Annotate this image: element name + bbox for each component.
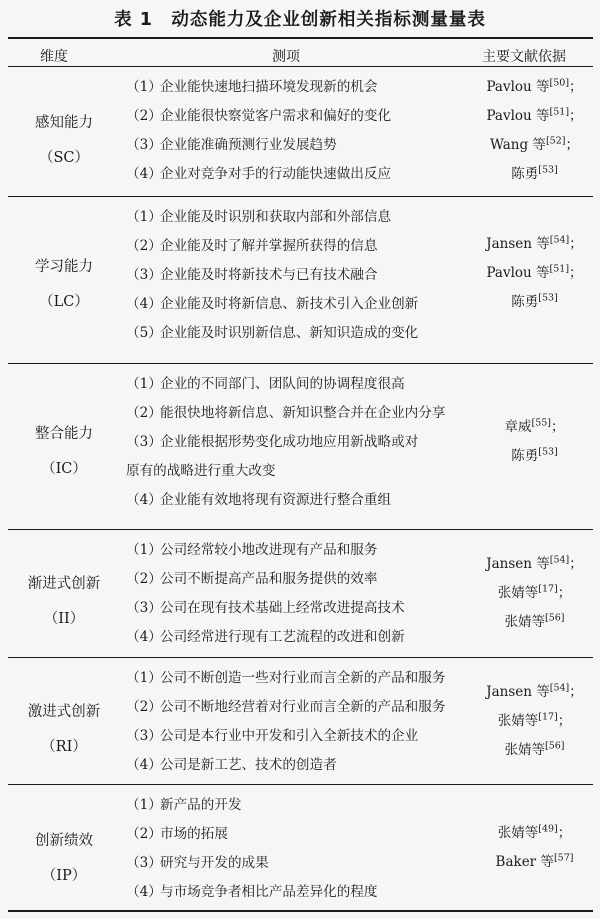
reference-author: Pavlou 等 (486, 265, 550, 281)
dimension-cell (8, 695, 120, 765)
reference (476, 230, 593, 259)
list-item (126, 693, 478, 722)
list-item (126, 261, 478, 290)
item-text: 能很快地将新信息、新知识整合并在企业内分享 (160, 405, 446, 421)
reference-author: 张婧等 (504, 614, 545, 630)
reference (476, 678, 593, 707)
item-list (126, 203, 478, 348)
reference-citation: [49] (538, 823, 558, 835)
reference-citation: [55] (531, 417, 551, 429)
list-item (126, 232, 478, 261)
item-list (126, 664, 478, 780)
item-text: 企业能根据形势变化成功地应用新战略或对 (160, 434, 419, 450)
dimension-name: 学习能力 (35, 259, 93, 275)
item-number: （4） (126, 629, 162, 645)
item-number: （4） (126, 166, 162, 182)
reference-author: Jansen 等 (486, 684, 550, 700)
item-text: 公司不断地经营着对行业而言全新的产品和服务 (160, 699, 446, 715)
dimension-name: 渐进式创新 (27, 576, 101, 592)
bottom-rule (8, 910, 593, 912)
references-cell (476, 550, 593, 637)
list-item (126, 878, 478, 907)
item-number: （2） (126, 571, 162, 587)
list-item (126, 131, 478, 160)
item-number: （1） (126, 542, 162, 558)
header-refs: 主要文献依据 (482, 49, 566, 65)
item-text: 企业能及时了解并掌握所获得的信息 (160, 238, 378, 254)
list-item (126, 370, 478, 399)
dimension-code: （IC） (41, 461, 87, 477)
item-number: （5） (126, 325, 162, 341)
item-text: 企业能及时将新信息、新技术引入企业创新 (160, 296, 419, 312)
item-text: 企业能很快察觉客户需求和偏好的变化 (160, 108, 392, 124)
top-rule (8, 37, 593, 39)
reference-author: 陈勇 (511, 448, 539, 464)
list-item (126, 160, 478, 189)
item-text: 公司是新工艺、技术的创造者 (160, 757, 337, 773)
dimension-name: 整合能力 (35, 426, 93, 442)
item-number: （3） (126, 600, 162, 616)
item-list (126, 536, 478, 652)
reference-author: 张婧等 (497, 825, 539, 841)
reference-citation: [57] (553, 852, 574, 864)
item-number: （2） (126, 826, 162, 842)
list-item (126, 791, 478, 820)
list-item (126, 751, 478, 780)
item-number: （1） (126, 797, 162, 813)
reference-separator: ； (569, 108, 583, 124)
reference (476, 160, 593, 189)
item-number: （2） (126, 699, 162, 715)
item-number: （1） (126, 670, 162, 686)
reference-author: Wang 等 (490, 137, 546, 153)
item-text: 公司经常进行现有工艺流程的改进和创新 (160, 629, 405, 645)
reference-citation: [54] (549, 682, 570, 694)
item-text: 企业能及时识别和获取内部和外部信息 (160, 209, 392, 225)
list-item (126, 849, 478, 878)
item-text: 企业对竞争对手的行动能快速做出反应 (160, 166, 392, 182)
reference (476, 550, 593, 579)
list-item (126, 290, 478, 319)
list-item (126, 428, 478, 486)
item-text: 企业的不同部门、团队间的协调程度很高 (160, 376, 405, 392)
item-text: 与市场竞争者相比产品差异化的程度 (160, 884, 378, 900)
reference (476, 579, 593, 608)
dimension-code: （II） (43, 611, 85, 627)
item-number: （2） (126, 238, 162, 254)
dimension-cell (8, 417, 120, 487)
reference-separator: ； (569, 556, 583, 572)
reference-author: Pavlou 等 (486, 79, 550, 95)
reference-author: Pavlou 等 (486, 108, 550, 124)
header-items: 测项 (272, 49, 300, 65)
reference-separator: ； (565, 137, 579, 153)
list-item (126, 102, 478, 131)
item-number: （1） (126, 376, 162, 392)
reference-separator: ； (557, 713, 572, 729)
dimension-code: （RI） (41, 739, 87, 755)
dimension-cell (8, 250, 120, 320)
reference-author: 张婧等 (497, 585, 539, 601)
item-list (126, 73, 478, 189)
references-cell (476, 230, 593, 317)
reference-separator: ； (557, 825, 572, 841)
section-divider (8, 196, 593, 197)
reference-separator: ； (569, 265, 583, 281)
item-text: 企业能及时将新技术与已有技术融合 (160, 267, 378, 283)
item-number: （4） (126, 757, 162, 773)
reference (476, 288, 593, 317)
list-item (126, 203, 478, 232)
reference (476, 736, 593, 765)
list-item (126, 664, 478, 693)
reference-citation: [53] (538, 164, 558, 176)
reference-citation: [17] (538, 711, 558, 723)
item-text: 企业能准确预测行业发展趋势 (160, 137, 337, 153)
reference-author: 张婧等 (504, 742, 545, 758)
reference (476, 73, 593, 102)
header-rule (8, 66, 593, 67)
reference-separator: ； (569, 684, 583, 700)
item-text: 公司不断创造一些对行业而言全新的产品和服务 (160, 670, 446, 686)
list-item (126, 565, 478, 594)
dimension-code: （SC） (38, 150, 90, 166)
reference (476, 707, 593, 736)
item-number: （3） (126, 137, 162, 153)
item-number: （4） (126, 296, 162, 312)
item-text: 公司在现有技术基础上经常改进提高技术 (160, 600, 405, 616)
item-number: （4） (126, 884, 162, 900)
list-item (126, 722, 478, 751)
references-cell (476, 413, 593, 471)
reference-citation: [51] (549, 106, 570, 118)
dimension-name: 激进式创新 (27, 704, 101, 720)
dimension-code: （IP） (41, 868, 87, 884)
dimension-cell (8, 567, 120, 637)
reference (476, 102, 593, 131)
reference-citation: [53] (538, 446, 558, 458)
item-list (126, 370, 478, 515)
list-item (126, 486, 478, 515)
item-text: 公司不断提高产品和服务提供的效率 (160, 571, 378, 587)
list-item (126, 536, 478, 565)
reference-citation: [54] (549, 234, 570, 246)
item-list (126, 791, 478, 907)
reference-citation: [50] (549, 77, 570, 89)
section-divider (8, 363, 593, 364)
reference-citation: [51] (549, 263, 570, 275)
reference-author: 章威 (504, 419, 532, 435)
item-number: （3） (126, 267, 162, 283)
reference-separator: ； (569, 79, 583, 95)
section-divider (8, 657, 593, 658)
item-number: （2） (126, 405, 162, 421)
reference (476, 413, 593, 442)
item-text-continuation: 原有的战略进行重大改变 (126, 463, 276, 479)
reference-author: 陈勇 (511, 166, 539, 182)
reference-separator: ； (557, 585, 572, 601)
reference (476, 848, 593, 877)
reference-author: Baker 等 (495, 854, 554, 870)
list-item (126, 319, 478, 348)
table-title: 表 1 动态能力及企业创新相关指标测量量表 (114, 10, 486, 30)
item-number: （3） (126, 855, 162, 871)
reference (476, 608, 593, 637)
reference-separator: ； (569, 236, 583, 252)
list-item (126, 73, 478, 102)
dimension-cell (8, 106, 120, 176)
list-item (126, 820, 478, 849)
references-cell (476, 73, 593, 189)
item-text: 市场的拓展 (160, 826, 228, 842)
dimension-name: 创新绩效 (35, 833, 93, 849)
reference-author: 陈勇 (511, 294, 539, 310)
item-number: （1） (126, 209, 162, 225)
reference (476, 259, 593, 288)
list-item (126, 623, 478, 652)
references-cell (476, 678, 593, 765)
item-number: （2） (126, 108, 162, 124)
reference-author: Jansen 等 (486, 556, 550, 572)
reference-author: Jansen 等 (486, 236, 550, 252)
list-item (126, 399, 478, 428)
reference-citation: [52] (545, 135, 566, 147)
reference-citation: [56] (544, 740, 565, 752)
item-text: 企业能有效地将现有资源进行整合重组 (160, 492, 392, 508)
item-text: 新产品的开发 (160, 797, 242, 813)
section-divider (8, 529, 593, 530)
list-item (126, 594, 478, 623)
dimension-code: （LC） (39, 294, 89, 310)
item-text: 研究与开发的成果 (160, 855, 269, 871)
header-dimension: 维度 (40, 49, 68, 65)
reference (476, 131, 593, 160)
reference (476, 442, 593, 471)
section-divider (8, 784, 593, 785)
item-number: （3） (126, 728, 162, 744)
reference-author: 张婧等 (497, 713, 539, 729)
item-text: 公司是本行业中开发和引入全新技术的企业 (160, 728, 419, 744)
references-cell (476, 819, 593, 877)
item-number: （3） (126, 434, 162, 450)
item-number: （1） (126, 79, 162, 95)
reference-citation: [53] (538, 292, 558, 304)
reference (476, 819, 593, 848)
item-text: 企业能快速地扫描环境发现新的机会 (160, 79, 378, 95)
item-text: 公司经常较小地改进现有产品和服务 (160, 542, 378, 558)
reference-citation: [17] (538, 583, 558, 595)
item-number: （4） (126, 492, 162, 508)
reference-citation: [54] (549, 554, 570, 566)
dimension-name: 感知能力 (35, 115, 93, 131)
reference-separator: ； (551, 419, 565, 435)
reference-citation: [56] (544, 612, 565, 624)
dimension-cell (8, 824, 120, 894)
item-text: 企业能及时识别新信息、新知识造成的变化 (160, 325, 419, 341)
